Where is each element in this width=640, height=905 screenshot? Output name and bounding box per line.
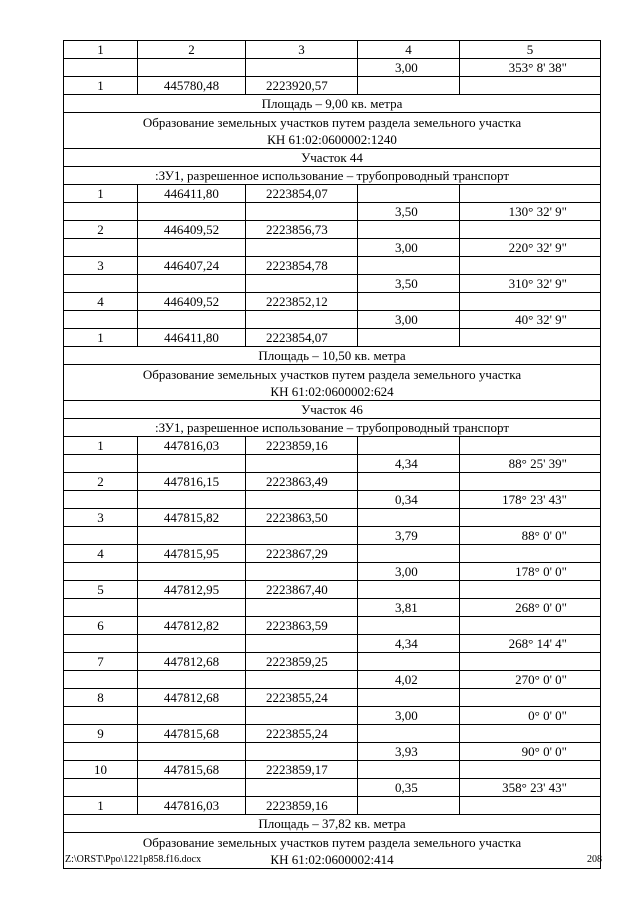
empty-cell <box>246 527 358 545</box>
point-number-cell: 4 <box>64 545 138 563</box>
segment-row <box>64 563 601 581</box>
empty-cell <box>358 221 460 239</box>
empty-cell <box>460 581 601 599</box>
segment-row <box>64 599 601 617</box>
merged-text-cell: Участок 44 <box>64 149 601 167</box>
point-number-cell: 6 <box>64 617 138 635</box>
segment-row <box>64 527 601 545</box>
note-line-2: КН 61:02:0600002:1240 <box>267 131 397 147</box>
empty-cell <box>64 239 138 257</box>
empty-cell <box>358 77 460 95</box>
header-cell-3: 3 <box>246 41 358 59</box>
empty-cell <box>246 779 358 797</box>
empty-cell <box>460 509 601 527</box>
empty-cell <box>138 239 246 257</box>
merged-text-cell: Участок 46 <box>64 401 601 419</box>
empty-cell <box>64 527 138 545</box>
point-number-cell: 1 <box>64 185 138 203</box>
distance-cell: 3,00 <box>358 563 460 581</box>
footer-file-path: Z:\ORST\Ppo\1221p858.f16.docx <box>65 854 202 865</box>
distance-cell: 3,81 <box>358 599 460 617</box>
header-cell-5: 5 <box>460 41 601 59</box>
point-row <box>64 581 601 599</box>
bearing-cell: 88° 0' 0" <box>460 527 601 545</box>
empty-cell <box>460 293 601 311</box>
merged-text-row <box>64 419 601 437</box>
merged-text-cell: :ЗУ1, разрешенное использование – трубопроводный транспорт <box>64 167 601 185</box>
x-coordinate-cell: 446411,80 <box>138 329 246 347</box>
bearing-cell: 178° 0' 0" <box>460 563 601 581</box>
empty-cell <box>460 617 601 635</box>
segment-row <box>64 239 601 257</box>
point-number-cell: 9 <box>64 725 138 743</box>
empty-cell <box>64 59 138 77</box>
point-row <box>64 329 601 347</box>
y-coordinate-cell: 2223859,16 <box>246 437 358 455</box>
y-coordinate-cell: 2223859,17 <box>246 761 358 779</box>
distance-cell: 3,50 <box>358 203 460 221</box>
point-number-cell: 3 <box>64 509 138 527</box>
merged-text-cell: Площадь – 37,82 кв. метра <box>64 815 601 833</box>
empty-cell <box>246 671 358 689</box>
empty-cell <box>64 311 138 329</box>
empty-cell <box>138 563 246 581</box>
segment-row <box>64 635 601 653</box>
x-coordinate-cell: 447812,68 <box>138 653 246 671</box>
empty-cell <box>138 671 246 689</box>
y-coordinate-cell: 2223852,12 <box>246 293 358 311</box>
segment-row <box>64 671 601 689</box>
y-coordinate-cell: 2223867,40 <box>246 581 358 599</box>
empty-cell <box>246 599 358 617</box>
empty-cell <box>138 275 246 293</box>
distance-cell: 4,34 <box>358 635 460 653</box>
distance-cell: 3,79 <box>358 527 460 545</box>
y-coordinate-cell: 2223854,07 <box>246 185 358 203</box>
x-coordinate-cell: 446407,24 <box>138 257 246 275</box>
coordinates-table <box>63 40 601 869</box>
x-coordinate-cell: 447816,03 <box>138 437 246 455</box>
empty-cell <box>358 437 460 455</box>
empty-cell <box>64 635 138 653</box>
y-coordinate-cell: 2223920,57 <box>246 77 358 95</box>
empty-cell <box>460 473 601 491</box>
empty-cell <box>460 797 601 815</box>
merged-text-row <box>64 401 601 419</box>
distance-cell: 3,00 <box>358 239 460 257</box>
empty-cell <box>246 239 358 257</box>
empty-cell <box>138 599 246 617</box>
note-line-1: Образование земельных участков путем раздела земельного участка <box>142 114 522 130</box>
x-coordinate-cell: 447815,82 <box>138 509 246 527</box>
y-coordinate-cell: 2223863,59 <box>246 617 358 635</box>
point-number-cell: 5 <box>64 581 138 599</box>
empty-cell <box>138 491 246 509</box>
empty-cell <box>138 743 246 761</box>
bearing-cell: 268° 0' 0" <box>460 599 601 617</box>
x-coordinate-cell: 446411,80 <box>138 185 246 203</box>
empty-cell <box>138 527 246 545</box>
point-number-cell: 2 <box>64 221 138 239</box>
header-cell-4: 4 <box>358 41 460 59</box>
empty-cell <box>358 653 460 671</box>
distance-cell: 0,34 <box>358 491 460 509</box>
bearing-cell: 90° 0' 0" <box>460 743 601 761</box>
empty-cell <box>246 743 358 761</box>
empty-cell <box>460 257 601 275</box>
distance-cell: 3,50 <box>358 275 460 293</box>
y-coordinate-cell: 2223856,73 <box>246 221 358 239</box>
empty-cell <box>358 545 460 563</box>
empty-cell <box>358 509 460 527</box>
point-row <box>64 293 601 311</box>
merged-text-row <box>64 347 601 365</box>
empty-cell <box>246 203 358 221</box>
empty-cell <box>460 545 601 563</box>
empty-cell <box>358 581 460 599</box>
distance-cell: 4,34 <box>358 455 460 473</box>
coordinates-table-body <box>64 41 601 869</box>
bearing-cell: 88° 25' 39" <box>460 455 601 473</box>
empty-cell <box>460 77 601 95</box>
point-number-cell: 8 <box>64 689 138 707</box>
segment-row <box>64 275 601 293</box>
empty-cell <box>460 653 601 671</box>
point-number-cell: 1 <box>64 797 138 815</box>
empty-cell <box>460 329 601 347</box>
point-row <box>64 761 601 779</box>
x-coordinate-cell: 447816,03 <box>138 797 246 815</box>
empty-cell <box>138 635 246 653</box>
segment-row <box>64 707 601 725</box>
empty-cell <box>64 599 138 617</box>
distance-cell: 3,00 <box>358 59 460 77</box>
empty-cell <box>138 455 246 473</box>
point-number-cell: 1 <box>64 437 138 455</box>
point-row <box>64 185 601 203</box>
empty-cell <box>138 779 246 797</box>
y-coordinate-cell: 2223859,25 <box>246 653 358 671</box>
empty-cell <box>246 635 358 653</box>
y-coordinate-cell: 2223867,29 <box>246 545 358 563</box>
bearing-cell: 0° 0' 0" <box>460 707 601 725</box>
empty-cell <box>358 329 460 347</box>
x-coordinate-cell: 447812,68 <box>138 689 246 707</box>
point-row <box>64 437 601 455</box>
empty-cell <box>64 491 138 509</box>
point-row <box>64 473 601 491</box>
distance-cell: 3,00 <box>358 311 460 329</box>
distance-cell: 3,93 <box>358 743 460 761</box>
empty-cell <box>358 689 460 707</box>
empty-cell <box>358 725 460 743</box>
empty-cell <box>64 779 138 797</box>
x-coordinate-cell: 447815,68 <box>138 725 246 743</box>
merged-text-cell: :ЗУ1, разрешенное использование – трубопроводный транспорт <box>64 419 601 437</box>
distance-cell: 0,35 <box>358 779 460 797</box>
note-cell <box>64 113 601 149</box>
empty-cell <box>460 761 601 779</box>
y-coordinate-cell: 2223854,78 <box>246 257 358 275</box>
bearing-cell: 358° 23' 43" <box>460 779 601 797</box>
point-number-cell: 7 <box>64 653 138 671</box>
empty-cell <box>358 293 460 311</box>
note-row <box>64 113 601 149</box>
merged-text-row <box>64 149 601 167</box>
point-number-cell: 1 <box>64 77 138 95</box>
point-row <box>64 221 601 239</box>
empty-cell <box>138 203 246 221</box>
merged-text-cell: Площадь – 10,50 кв. метра <box>64 347 601 365</box>
x-coordinate-cell: 446409,52 <box>138 293 246 311</box>
bearing-cell: 178° 23' 43" <box>460 491 601 509</box>
distance-cell: 4,02 <box>358 671 460 689</box>
y-coordinate-cell: 2223863,49 <box>246 473 358 491</box>
empty-cell <box>358 185 460 203</box>
x-coordinate-cell: 447816,15 <box>138 473 246 491</box>
merged-text-row <box>64 815 601 833</box>
empty-cell <box>64 707 138 725</box>
x-coordinate-cell: 446409,52 <box>138 221 246 239</box>
segment-row <box>64 203 601 221</box>
bearing-cell: 270° 0' 0" <box>460 671 601 689</box>
empty-cell <box>246 563 358 581</box>
x-coordinate-cell: 447815,68 <box>138 761 246 779</box>
segment-row <box>64 779 601 797</box>
empty-cell <box>246 275 358 293</box>
empty-cell <box>358 257 460 275</box>
point-row <box>64 617 601 635</box>
x-coordinate-cell: 447815,95 <box>138 545 246 563</box>
bearing-cell: 268° 14' 4" <box>460 635 601 653</box>
bearing-cell: 220° 32' 9" <box>460 239 601 257</box>
bearing-cell: 353° 8' 38" <box>460 59 601 77</box>
empty-cell <box>64 671 138 689</box>
note-line-2: КН 61:02:0600002:624 <box>270 383 394 399</box>
note-cell <box>64 365 601 401</box>
segment-row <box>64 311 601 329</box>
empty-cell <box>460 437 601 455</box>
empty-cell <box>246 455 358 473</box>
empty-cell <box>246 707 358 725</box>
empty-cell <box>138 59 246 77</box>
point-row <box>64 797 601 815</box>
empty-cell <box>64 563 138 581</box>
empty-cell <box>64 743 138 761</box>
empty-cell <box>64 203 138 221</box>
point-row <box>64 545 601 563</box>
empty-cell <box>138 311 246 329</box>
point-row <box>64 725 601 743</box>
note-row <box>64 365 601 401</box>
segment-row <box>64 59 601 77</box>
y-coordinate-cell: 2223855,24 <box>246 689 358 707</box>
point-row <box>64 257 601 275</box>
empty-cell <box>460 221 601 239</box>
point-number-cell: 1 <box>64 329 138 347</box>
bearing-cell: 40° 32' 9" <box>460 311 601 329</box>
distance-cell: 3,00 <box>358 707 460 725</box>
empty-cell <box>246 491 358 509</box>
point-row <box>64 77 601 95</box>
x-coordinate-cell: 447812,95 <box>138 581 246 599</box>
empty-cell <box>358 797 460 815</box>
empty-cell <box>460 725 601 743</box>
empty-cell <box>460 185 601 203</box>
y-coordinate-cell: 2223854,07 <box>246 329 358 347</box>
merged-text-row <box>64 167 601 185</box>
empty-cell <box>138 707 246 725</box>
y-coordinate-cell: 2223855,24 <box>246 725 358 743</box>
x-coordinate-cell: 447812,82 <box>138 617 246 635</box>
header-cell-1: 1 <box>64 41 138 59</box>
header-row <box>64 41 601 59</box>
segment-row <box>64 743 601 761</box>
bearing-cell: 130° 32' 9" <box>460 203 601 221</box>
empty-cell <box>358 617 460 635</box>
empty-cell <box>246 311 358 329</box>
point-number-cell: 2 <box>64 473 138 491</box>
empty-cell <box>460 689 601 707</box>
point-row <box>64 689 601 707</box>
note-line-2: КН 61:02:0600002:414 <box>270 851 394 867</box>
bearing-cell: 310° 32' 9" <box>460 275 601 293</box>
segment-row <box>64 455 601 473</box>
y-coordinate-cell: 2223859,16 <box>246 797 358 815</box>
note-line-1: Образование земельных участков путем раздела земельного участка <box>142 366 522 382</box>
y-coordinate-cell: 2223863,50 <box>246 509 358 527</box>
empty-cell <box>64 275 138 293</box>
empty-cell <box>358 473 460 491</box>
empty-cell <box>358 761 460 779</box>
point-number-cell: 10 <box>64 761 138 779</box>
merged-text-cell: Площадь – 9,00 кв. метра <box>64 95 601 113</box>
point-row <box>64 653 601 671</box>
point-number-cell: 3 <box>64 257 138 275</box>
merged-text-row <box>64 95 601 113</box>
empty-cell <box>246 59 358 77</box>
footer-page-number: 208 <box>587 854 602 865</box>
point-row <box>64 509 601 527</box>
segment-row <box>64 491 601 509</box>
header-cell-2: 2 <box>138 41 246 59</box>
note-line-1: Образование земельных участков путем раздела земельного участка <box>142 834 522 850</box>
point-number-cell: 4 <box>64 293 138 311</box>
x-coordinate-cell: 445780,48 <box>138 77 246 95</box>
empty-cell <box>64 455 138 473</box>
